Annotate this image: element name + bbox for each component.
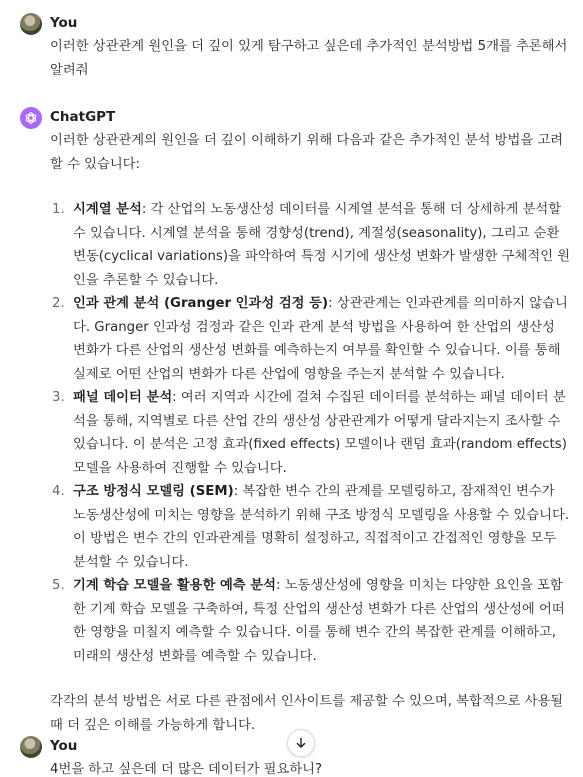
list-number: 1.: [52, 202, 65, 217]
closing-text: 각각의 분석 방법은 서로 다른 관점에서 인사이트를 제공할 수 있으며, 복합적으로 사용될 때 더 깊은 이해를 가능하게 합니다.: [50, 694, 564, 733]
list-item-body: : 노동생산성에 영향을 미치는 다양한 요인을 포함한 기계 학습 모델을 구축하여, 특정 산업의 생산성 변화가 다른 산업의 생산성에 어떠한 영향을 미칠지 예측할 수 있습니다. 이를 통해 변수 간의 복잡한 관계를 이해하고, 미래의 생산성 변화를 예측할 수 있습니다.: [73, 578, 565, 664]
list-item-heading: 시계열 분석: [73, 202, 142, 217]
message-author: You: [50, 738, 78, 754]
list-item-heading: 구조 방정식 모델링 (SEM): [73, 484, 234, 499]
intro-text: 이러한 상관관계의 원인을 더 깊이 이해하기 위해 다음과 같은 추가적인 분석 방법을 고려할 수 있습니다:: [50, 133, 564, 172]
list-number: 5.: [52, 578, 65, 593]
message-content: [50, 35, 571, 82]
list-item: [50, 386, 571, 480]
arrow-down-icon: [294, 736, 308, 750]
message-content: [50, 758, 571, 777]
chatgpt-avatar: [20, 107, 42, 129]
openai-logo-icon: [24, 111, 38, 125]
list-item: [50, 480, 571, 574]
list-item-heading: 패널 데이터 분석: [73, 390, 173, 405]
list-number: 2.: [52, 296, 65, 311]
list-number: 3.: [52, 390, 65, 405]
list-item-body: : 복잡한 변수 간의 관계를 모델링하고, 잠재적인 변수가 노동생산성에 미치는 영향을 분석하기 위해 구조 방정식 모델링을 사용할 수 있습니다. 이 방법은 변수 간의 인과관계를 명확히 설정하고, 직접적이고 간접적인 영향을 모두 분석할 수 있습니다.: [73, 484, 570, 570]
message-text: 이러한 상관관계 원인을 더 깊이 있게 탐구하고 싶은데 추가적인 분석방법 5개를 추론해서 알려줘: [50, 39, 568, 78]
list-item-body: : 각 산업의 노동생산성 데이터를 시계열 분석을 통해 더 상세하게 분석할 수 있습니다. 시계열 분석을 통해 경향성(trend), 계절성(seasonality), 그리고 순환 변동(cyclical variations)을 파악하여 특정 시기에 생산성 변화가 발생한 구체적인 원인을 추론할 수 있습니다.: [73, 202, 571, 288]
list-item: [50, 198, 571, 292]
scroll-to-bottom-button[interactable]: [287, 729, 315, 757]
analysis-methods-list: [50, 198, 571, 668]
user-avatar: [20, 736, 42, 758]
list-item: [50, 574, 571, 668]
list-item-body: : 여러 지역과 시간에 걸쳐 수집된 데이터를 분석하는 패널 데이터 분석을 통해, 지역별로 다른 산업 간의 생산성 상관관계가 어떻게 달라지는지 조사할 수 있습니다. 이 분석은 고정 효과(fixed effects) 모델이나 랜덤 효과(random effects) 모델을 사용하여 진행할 수 있습니다.: [73, 390, 567, 476]
message-author: ChatGPT: [50, 109, 116, 125]
message-content: [50, 129, 571, 737]
message-author: You: [50, 15, 78, 31]
list-item: [50, 292, 571, 386]
list-item-heading: 인과 관계 분석 (Granger 인과성 검정 등): [73, 296, 329, 311]
list-item-body: : 상관관계는 인과관계를 의미하지 않습니다. Granger 인과성 검정과 같은 인과 관계 분석 방법을 사용하여 한 산업의 생산성 변화가 다른 산업의 생산성 변화를 예측하는지 여부를 확인할 수 있습니다. 이를 통해 실제로 어떤 산업의 변화가 다른 산업에 영향을 주는지 분석할 수 있습니다.: [73, 296, 568, 382]
message-text: 4번을 하고 싶은데 더 많은 데이터가 필요하니?: [50, 762, 323, 777]
user-avatar: [20, 13, 42, 35]
list-number: 4.: [52, 484, 65, 499]
list-item-heading: 기계 학습 모델을 활용한 예측 분석: [73, 578, 276, 593]
